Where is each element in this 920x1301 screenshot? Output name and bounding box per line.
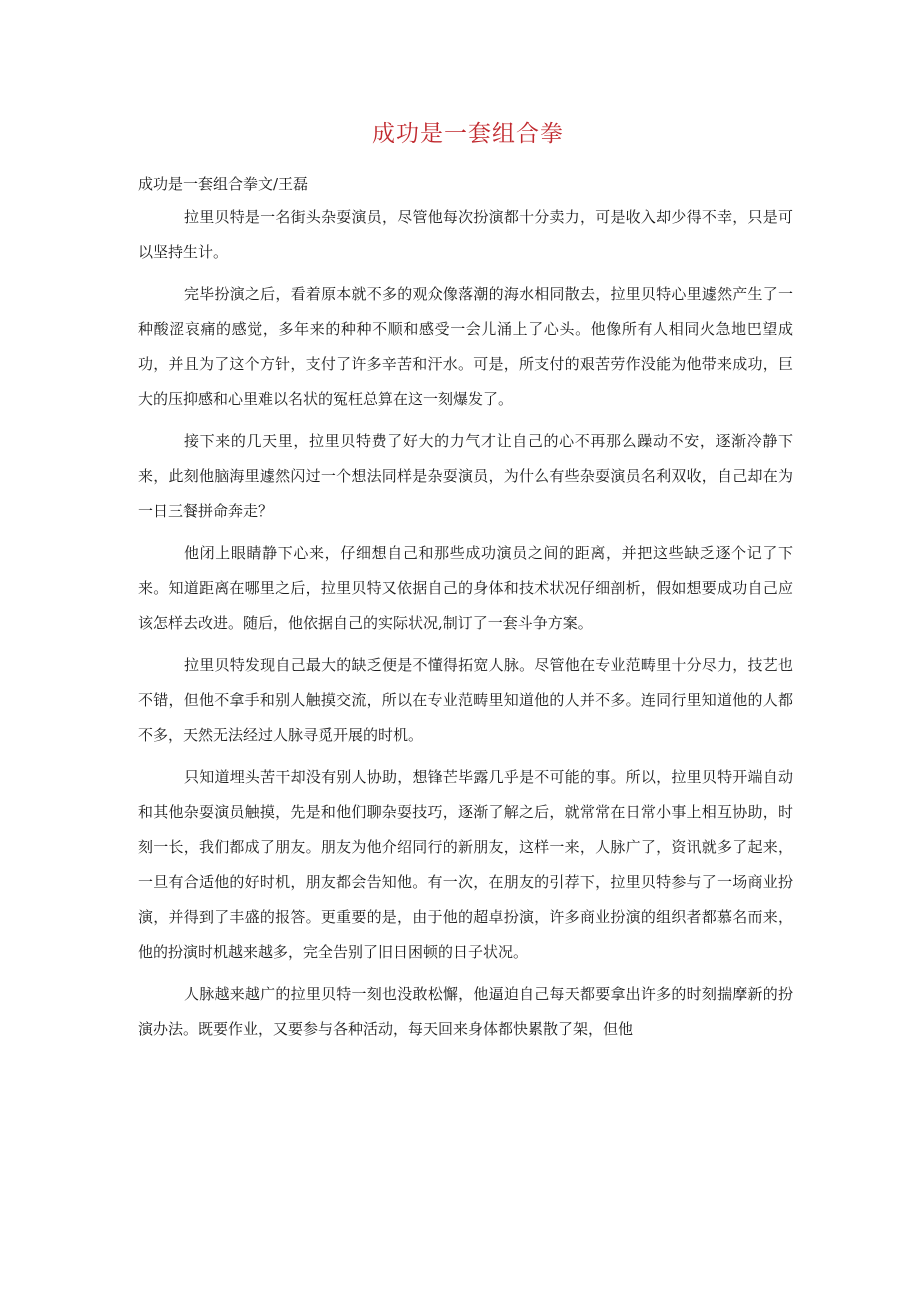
paragraph-3: 接下来的几天里，拉里贝特费了好大的力气才让自己的心不再那么躁动不安，逐渐冷静下来，此刻他脑海里遽然闪过一个想法同样是杂耍演员，为什么有些杂耍演员名利双收，自己却在为一日三餐拼命奔走？ (138, 432, 793, 520)
paragraph-7: 人脉越来越广的拉里贝特一刻也没敢松懈，他逼迫自己每天都要拿出许多的时刻揣摩新的扮演办法。既要作业，又要参与各种活动，每天回来身体都快累散了架，但他 (138, 985, 793, 1038)
paragraph-1: 拉里贝特是一名街头杂耍演员，尽管他每次扮演都十分卖力，可是收入却少得不幸，只是可以坚持生计。 (138, 208, 793, 261)
paragraph-4: 他闭上眼睛静下心来，仔细想自己和那些成功演员之间的距离，并把这些缺乏逐个记了下来。知道距离在哪里之后，拉里贝特又依据自己的身体和技术状况仔细剖析，假如想要成功自己应该怎样去改进。随后，他依据自己的实际状况,制订了一套斗争方案。 (138, 544, 793, 632)
paragraph-5: 拉里贝特发现自己最大的缺乏便是不懂得拓宽人脉。尽管他在专业范畴里十分尽力，技艺也不错，但他不拿手和别人触摸交流，所以在专业范畴里知道他的人并不多。连同行里知道他的人都不多，天然无法经过人脉寻觅开展的时机。 (138, 656, 793, 744)
paragraph-6: 只知道埋头苦干却没有别人协助，想锋芒毕露几乎是不可能的事。所以，拉里贝特开端自动和其他杂耍演员触摸，先是和他们聊杂耍技巧，逐渐了解之后，就常常在日常小事上相互协助，时刻一长，我们都成了朋友。朋友为他介绍同行的新朋友，这样一来，人脉广了，资讯就多了起来，一旦有合适他的好时机，朋友都会告知他。有一次，在朋友的引荐下，拉里贝特参与了一场商业扮演，并得到了丰盛的报答。更重要的是，由于他的超卓扮演，许多商业扮演的组织者都慕名而来，他的扮演时机越来越多，完全告别了旧日困顿的日子状况。 (138, 768, 793, 961)
document-body (138, 200, 793, 1054)
document-byline: 成功是一套组合拳文/王磊 (138, 175, 309, 193)
document-title: 成功是一套组合拳 (372, 121, 564, 147)
paragraph-2: 完毕扮演之后，看着原本就不多的观众像落潮的海水相同散去，拉里贝特心里遽然产生了一种酸涩哀痛的感觉，多年来的种种不顺和感受一会儿涌上了心头。他像所有人相同火急地巴望成功，并且为了这个方针，支付了许多辛苦和汗水。可是，所支付的艰苦劳作没能为他带来成功，巨大的压抑感和心里难以名状的冤枉总算在这一刻爆发了。 (138, 285, 793, 408)
